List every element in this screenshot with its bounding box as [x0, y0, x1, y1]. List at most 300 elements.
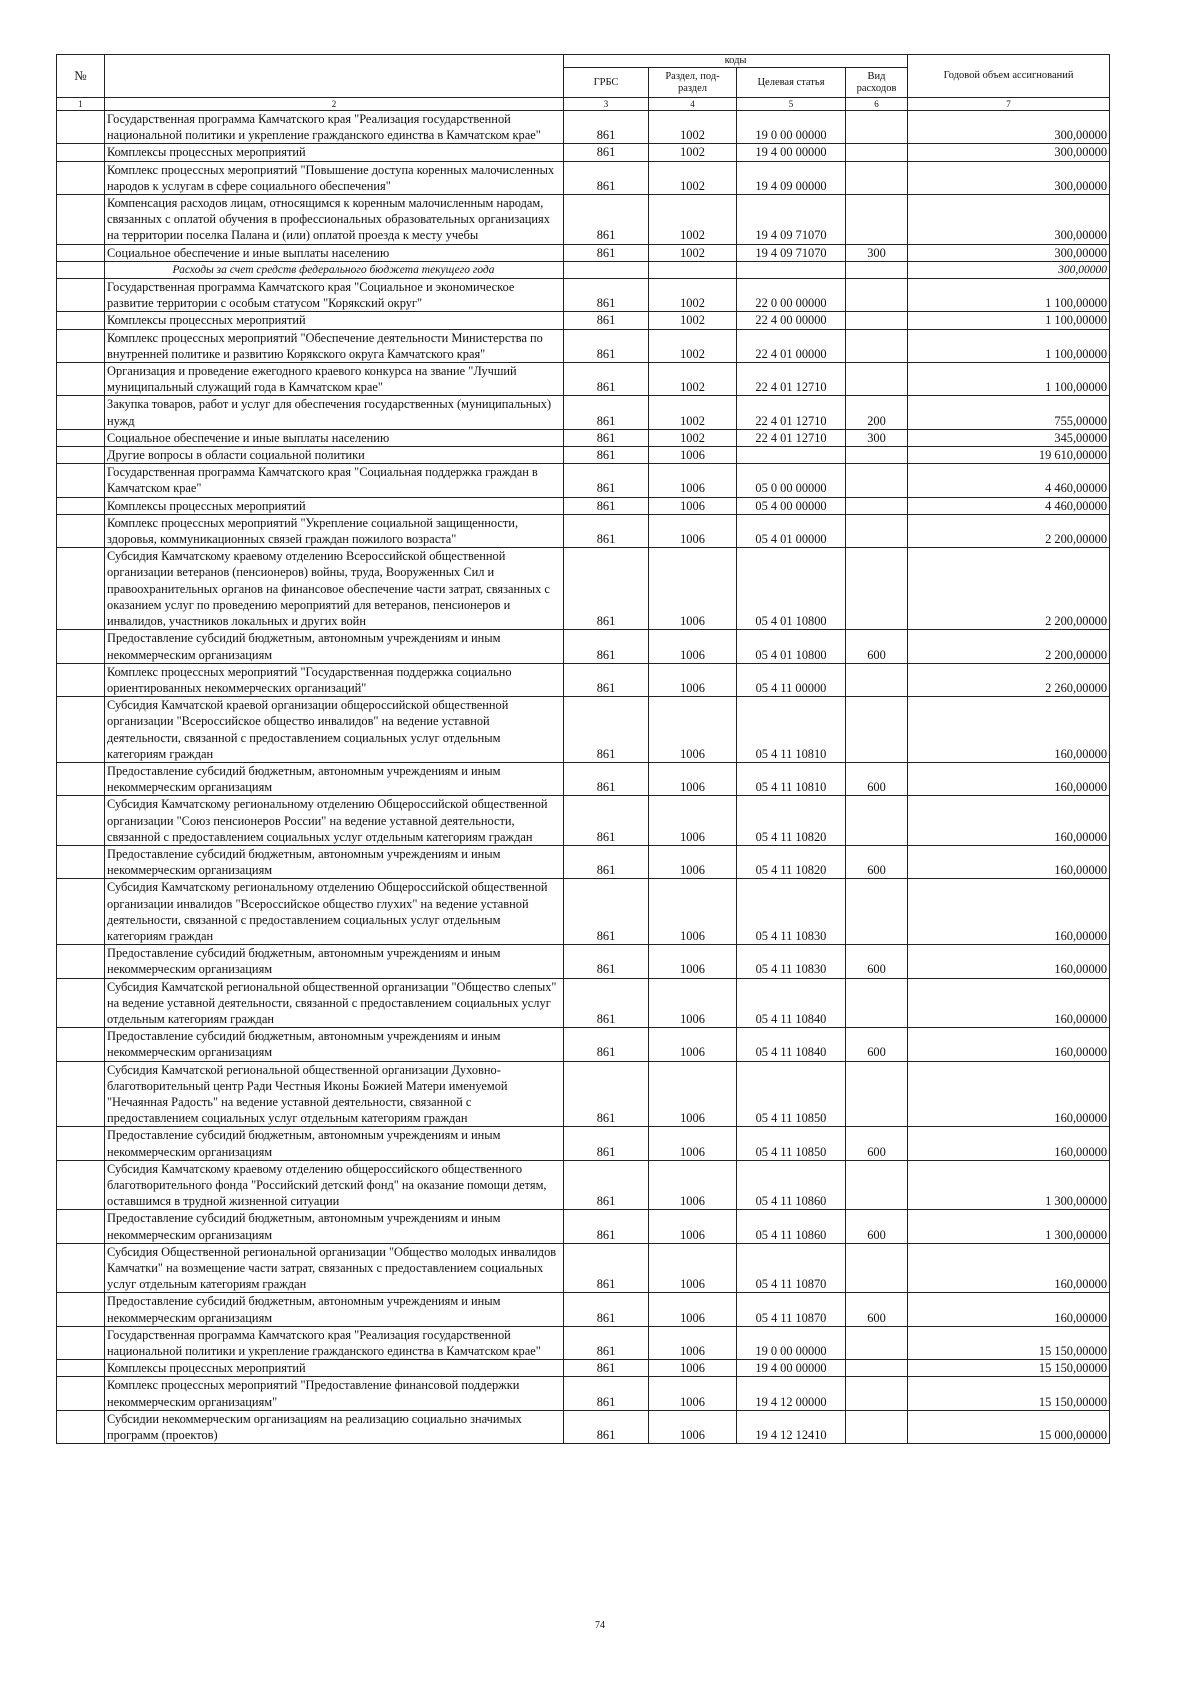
- row-grbs: 861: [564, 312, 649, 329]
- row-expense-type: [846, 144, 908, 161]
- row-target-article: 05 4 11 10820: [737, 796, 846, 846]
- budget-table-sheet: [56, 54, 1109, 1444]
- row-number-cell: [57, 548, 105, 630]
- row-target-article: 05 4 11 10840: [737, 978, 846, 1028]
- row-amount: 2 200,00000: [908, 514, 1110, 547]
- budget-table: [56, 54, 1110, 1444]
- row-target-article: 22 4 01 12710: [737, 363, 846, 396]
- row-razdel: 1006: [649, 1360, 737, 1377]
- row-target-article: 05 4 01 00000: [737, 514, 846, 547]
- row-expense-type: 600: [846, 630, 908, 663]
- row-name: Государственная программа Камчатского края "Социальное и экономическое развитие территории с особым статусом "Корякский округ": [105, 279, 564, 312]
- row-razdel: 1002: [649, 195, 737, 245]
- row-razdel: 1006: [649, 630, 737, 663]
- row-target-article: 05 4 11 10850: [737, 1127, 846, 1160]
- row-razdel: 1002: [649, 396, 737, 429]
- row-razdel: 1006: [649, 497, 737, 514]
- row-expense-type: [846, 261, 908, 278]
- row-grbs: 861: [564, 1360, 649, 1377]
- row-name: Предоставление субсидий бюджетным, автономным учреждениям и иным некоммерческим организациям: [105, 945, 564, 978]
- row-target-article: 05 4 11 10830: [737, 945, 846, 978]
- row-name: Субсидия Камчатскому региональному отделению Общероссийской общественной организации "Союз пенсионеров России" на ведение уставной деятельности, связанной с предоставлением социальных услуг отдельным категориям граждан: [105, 796, 564, 846]
- row-amount: 1 100,00000: [908, 329, 1110, 362]
- row-name: Предоставление субсидий бюджетным, автономным учреждениям и иным некоммерческим организациям: [105, 1293, 564, 1326]
- table-row: [57, 261, 1110, 278]
- row-name: Комплексы процессных мероприятий: [105, 1360, 564, 1377]
- row-number-cell: [57, 244, 105, 261]
- row-number-cell: [57, 978, 105, 1028]
- row-name: Компенсация расходов лицам, относящимся к коренным малочисленным народам, связанных с оплатой обучения в профессиональных образовательных организациях на территории поселка Палана и (или) оплатой проезда к месту учебы: [105, 195, 564, 245]
- row-name: Предоставление субсидий бюджетным, автономным учреждениям и иным некоммерческим организациям: [105, 762, 564, 795]
- row-grbs: 861: [564, 195, 649, 245]
- row-amount: 160,00000: [908, 879, 1110, 945]
- header-name-blank: [105, 55, 564, 98]
- row-expense-type: [846, 195, 908, 245]
- row-razdel: 1006: [649, 845, 737, 878]
- row-grbs: 861: [564, 111, 649, 144]
- table-row: [57, 464, 1110, 497]
- header-vid: Вид расходов: [846, 68, 908, 98]
- row-number-cell: [57, 1326, 105, 1359]
- row-number-cell: [57, 1061, 105, 1127]
- col-number: 1: [57, 98, 105, 111]
- row-target-article: 19 4 12 12410: [737, 1410, 846, 1443]
- row-expense-type: [846, 329, 908, 362]
- row-number-cell: [57, 1028, 105, 1061]
- row-razdel: 1006: [649, 1377, 737, 1410]
- row-name: Субсидия Камчатской региональной общественной организации "Общество слепых" на ведение уставной деятельности, связанной с предоставлением социальных услуг отдельным категориям граждан: [105, 978, 564, 1028]
- row-number-cell: [57, 1243, 105, 1293]
- row-number-cell: [57, 363, 105, 396]
- row-target-article: 19 4 00 00000: [737, 1360, 846, 1377]
- row-name: Предоставление субсидий бюджетным, автономным учреждениям и иным некоммерческим организациям: [105, 1127, 564, 1160]
- row-amount: 160,00000: [908, 1061, 1110, 1127]
- table-row: [57, 1293, 1110, 1326]
- row-grbs: 861: [564, 1127, 649, 1160]
- row-grbs: 861: [564, 630, 649, 663]
- row-number-cell: [57, 195, 105, 245]
- row-target-article: 05 4 01 10800: [737, 548, 846, 630]
- row-razdel: 1006: [649, 1410, 737, 1443]
- row-amount: 15 150,00000: [908, 1360, 1110, 1377]
- row-grbs: 861: [564, 796, 649, 846]
- row-expense-type: [846, 1360, 908, 1377]
- row-razdel: [649, 261, 737, 278]
- row-number-cell: [57, 261, 105, 278]
- row-name: Комплекс процессных мероприятий "Предоставление финансовой поддержки некоммерческим организациям": [105, 1377, 564, 1410]
- header-cs: Целевая статья: [737, 68, 846, 98]
- row-grbs: 861: [564, 329, 649, 362]
- row-target-article: 05 4 11 00000: [737, 663, 846, 696]
- row-number-cell: [57, 945, 105, 978]
- row-target-article: 19 4 12 00000: [737, 1377, 846, 1410]
- row-grbs: 861: [564, 1061, 649, 1127]
- row-name: Расходы за счет средств федерального бюджета текущего года: [105, 261, 564, 278]
- table-row: [57, 663, 1110, 696]
- row-grbs: 861: [564, 497, 649, 514]
- row-razdel: 1006: [649, 663, 737, 696]
- row-number-cell: [57, 663, 105, 696]
- row-amount: 2 200,00000: [908, 630, 1110, 663]
- row-expense-type: 200: [846, 396, 908, 429]
- row-grbs: 861: [564, 978, 649, 1028]
- table-row: [57, 329, 1110, 362]
- table-row: [57, 945, 1110, 978]
- header-razdel: Раздел, под-раздел: [649, 68, 737, 98]
- row-name: Субсидия Камчатскому краевому отделению общероссийского общественного благотворительного фонда "Российский детский фонд" на оказание помощи детям, оставшимся в трудной жизненной ситуации: [105, 1160, 564, 1210]
- row-amount: 300,00000: [908, 111, 1110, 144]
- row-name: Социальное обеспечение и иные выплаты населению: [105, 244, 564, 261]
- row-amount: 1 300,00000: [908, 1160, 1110, 1210]
- row-razdel: 1006: [649, 796, 737, 846]
- table-row: [57, 312, 1110, 329]
- table-row: [57, 1028, 1110, 1061]
- row-razdel: 1002: [649, 161, 737, 194]
- table-row: [57, 762, 1110, 795]
- row-number-cell: [57, 312, 105, 329]
- header-codes: коды: [564, 55, 908, 68]
- row-name: Государственная программа Камчатского края "Реализация государственной национальной политики и укрепление гражданского единства в Камчатском крае": [105, 111, 564, 144]
- col-number: 5: [737, 98, 846, 111]
- row-target-article: 22 4 01 12710: [737, 429, 846, 446]
- table-row: [57, 630, 1110, 663]
- row-name: Субсидия Общественной региональной организации "Общество молодых инвалидов Камчатки" на возмещение части затрат, связанных с предоставлением социальных услуг отдельным категориям граждан: [105, 1243, 564, 1293]
- row-target-article: 05 4 11 10850: [737, 1061, 846, 1127]
- row-number-cell: [57, 1410, 105, 1443]
- table-row: [57, 1360, 1110, 1377]
- row-razdel: 1006: [649, 879, 737, 945]
- row-target-article: 05 4 11 10870: [737, 1243, 846, 1293]
- row-expense-type: [846, 978, 908, 1028]
- table-row: [57, 1326, 1110, 1359]
- row-expense-type: [846, 548, 908, 630]
- row-amount: 160,00000: [908, 1127, 1110, 1160]
- row-razdel: 1006: [649, 464, 737, 497]
- row-amount: 19 610,00000: [908, 447, 1110, 464]
- row-razdel: 1006: [649, 945, 737, 978]
- row-grbs: 861: [564, 1410, 649, 1443]
- row-amount: 1 100,00000: [908, 363, 1110, 396]
- row-amount: 300,00000: [908, 161, 1110, 194]
- table-row: [57, 1243, 1110, 1293]
- row-name: Государственная программа Камчатского края "Реализация государственной национальной политики и укрепление гражданского единства в Камчатском крае": [105, 1326, 564, 1359]
- row-target-article: 22 0 00 00000: [737, 279, 846, 312]
- row-grbs: 861: [564, 845, 649, 878]
- row-expense-type: [846, 1326, 908, 1359]
- table-row: [57, 447, 1110, 464]
- row-expense-type: 600: [846, 1210, 908, 1243]
- row-expense-type: [846, 1243, 908, 1293]
- row-target-article: 05 4 11 10860: [737, 1160, 846, 1210]
- row-number-cell: [57, 329, 105, 362]
- row-grbs: 861: [564, 1210, 649, 1243]
- row-grbs: 861: [564, 1160, 649, 1210]
- row-target-article: 05 0 00 00000: [737, 464, 846, 497]
- table-row: [57, 1061, 1110, 1127]
- row-number-cell: [57, 447, 105, 464]
- row-name: Предоставление субсидий бюджетным, автономным учреждениям и иным некоммерческим организациям: [105, 845, 564, 878]
- row-number-cell: [57, 1127, 105, 1160]
- col-number: 4: [649, 98, 737, 111]
- row-name: Субсидия Камчатскому региональному отделению Общероссийской общественной организации инвалидов "Всероссийское общество глухих" на ведение уставной деятельности, связанной с предоставлением социальных услуг отдельным категориям граждан: [105, 879, 564, 945]
- row-grbs: 861: [564, 363, 649, 396]
- row-amount: 160,00000: [908, 945, 1110, 978]
- row-amount: 15 150,00000: [908, 1326, 1110, 1359]
- column-number-row: [57, 98, 1110, 111]
- row-amount: 15 150,00000: [908, 1377, 1110, 1410]
- row-name: Предоставление субсидий бюджетным, автономным учреждениям и иным некоммерческим организациям: [105, 1028, 564, 1061]
- table-row: [57, 111, 1110, 144]
- row-number-cell: [57, 497, 105, 514]
- row-name: Предоставление субсидий бюджетным, автономным учреждениям и иным некоммерческим организациям: [105, 1210, 564, 1243]
- table-row: [57, 497, 1110, 514]
- row-name: Комплексы процессных мероприятий: [105, 497, 564, 514]
- row-expense-type: [846, 279, 908, 312]
- row-expense-type: 600: [846, 945, 908, 978]
- row-razdel: 1002: [649, 144, 737, 161]
- table-row: [57, 796, 1110, 846]
- row-grbs: 861: [564, 429, 649, 446]
- table-row: [57, 514, 1110, 547]
- row-number-cell: [57, 630, 105, 663]
- row-expense-type: [846, 1410, 908, 1443]
- table-row: [57, 279, 1110, 312]
- row-amount: 2 200,00000: [908, 548, 1110, 630]
- row-razdel: 1002: [649, 279, 737, 312]
- row-razdel: 1002: [649, 329, 737, 362]
- row-target-article: 05 4 11 10830: [737, 879, 846, 945]
- row-grbs: 861: [564, 1028, 649, 1061]
- row-number-cell: [57, 762, 105, 795]
- header-num: №: [57, 55, 105, 98]
- row-grbs: 861: [564, 514, 649, 547]
- table-row: [57, 244, 1110, 261]
- table-row: [57, 396, 1110, 429]
- row-razdel: 1006: [649, 1293, 737, 1326]
- row-expense-type: 300: [846, 429, 908, 446]
- row-razdel: 1002: [649, 312, 737, 329]
- row-amount: 300,00000: [908, 261, 1110, 278]
- row-name: Комплекс процессных мероприятий "Государственная поддержка социально ориентированных некоммерческих организаций": [105, 663, 564, 696]
- row-razdel: 1006: [649, 514, 737, 547]
- row-razdel: 1006: [649, 1210, 737, 1243]
- row-grbs: 861: [564, 447, 649, 464]
- table-row: [57, 363, 1110, 396]
- row-number-cell: [57, 1377, 105, 1410]
- table-row: [57, 978, 1110, 1028]
- col-number: 3: [564, 98, 649, 111]
- row-name: Субсидия Камчатскому краевому отделению Всероссийской общественной организации ветеранов (пенсионеров) войны, труда, Вооруженных Сил и правоохранительных органов на финансовое обеспечение части затрат, связанных с оказанием услуг по проведению мероприятий для ветеранов, пенсионеров и инвалидов, участников локальных и других войн: [105, 548, 564, 630]
- row-amount: 300,00000: [908, 144, 1110, 161]
- row-razdel: 1006: [649, 762, 737, 795]
- row-target-article: 05 4 11 10870: [737, 1293, 846, 1326]
- row-razdel: 1006: [649, 978, 737, 1028]
- row-target-article: 19 0 00 00000: [737, 1326, 846, 1359]
- row-amount: 160,00000: [908, 1243, 1110, 1293]
- row-grbs: 861: [564, 396, 649, 429]
- row-grbs: 861: [564, 1326, 649, 1359]
- row-grbs: 861: [564, 879, 649, 945]
- row-number-cell: [57, 879, 105, 945]
- row-number-cell: [57, 796, 105, 846]
- table-row: [57, 161, 1110, 194]
- row-grbs: 861: [564, 244, 649, 261]
- table-row: [57, 1210, 1110, 1243]
- row-expense-type: [846, 1377, 908, 1410]
- row-razdel: 1002: [649, 429, 737, 446]
- row-expense-type: [846, 697, 908, 763]
- row-amount: 1 100,00000: [908, 279, 1110, 312]
- row-number-cell: [57, 161, 105, 194]
- row-name: Субсидия Камчатской краевой организации общероссийской общественной организации "Всероссийское общество инвалидов" на ведение уставной деятельности, связанной с предоставлением социальных услуг отдельным категориям граждан: [105, 697, 564, 763]
- row-amount: 15 000,00000: [908, 1410, 1110, 1443]
- row-target-article: 22 4 01 12710: [737, 396, 846, 429]
- row-target-article: 05 4 11 10810: [737, 697, 846, 763]
- row-name: Комплексы процессных мероприятий: [105, 144, 564, 161]
- row-amount: 1 100,00000: [908, 312, 1110, 329]
- row-name: Организация и проведение ежегодного краевого конкурса на звание "Лучший муниципальный служащий года в Камчатском крае": [105, 363, 564, 396]
- row-razdel: 1006: [649, 1028, 737, 1061]
- table-row: [57, 429, 1110, 446]
- table-row: [57, 1410, 1110, 1443]
- row-expense-type: [846, 497, 908, 514]
- row-target-article: 19 4 09 00000: [737, 161, 846, 194]
- row-name: Комплекс процессных мероприятий "Обеспечение деятельности Министерства по внутренней политике и развитию Корякского округа Камчатского края": [105, 329, 564, 362]
- row-amount: 160,00000: [908, 762, 1110, 795]
- table-row: [57, 195, 1110, 245]
- row-name: Комплекс процессных мероприятий "Повышение доступа коренных малочисленных народов к услугам в сфере социального обеспечения": [105, 161, 564, 194]
- row-target-article: [737, 261, 846, 278]
- row-expense-type: 300: [846, 244, 908, 261]
- page-number: 74: [595, 1620, 605, 1631]
- row-target-article: [737, 447, 846, 464]
- row-number-cell: [57, 1360, 105, 1377]
- row-number-cell: [57, 279, 105, 312]
- header-sum: Годовой объем ассигнований: [908, 55, 1110, 98]
- row-amount: 160,00000: [908, 1293, 1110, 1326]
- row-number-cell: [57, 845, 105, 878]
- row-expense-type: [846, 363, 908, 396]
- col-number: 6: [846, 98, 908, 111]
- row-grbs: 861: [564, 144, 649, 161]
- row-razdel: 1006: [649, 1127, 737, 1160]
- row-amount: 300,00000: [908, 244, 1110, 261]
- row-razdel: 1006: [649, 1326, 737, 1359]
- row-name: Закупка товаров, работ и услуг для обеспечения государственных (муниципальных) нужд: [105, 396, 564, 429]
- row-amount: 160,00000: [908, 1028, 1110, 1061]
- row-target-article: 22 4 00 00000: [737, 312, 846, 329]
- row-number-cell: [57, 514, 105, 547]
- row-grbs: 861: [564, 1243, 649, 1293]
- row-amount: 160,00000: [908, 978, 1110, 1028]
- table-body: [57, 111, 1110, 1444]
- row-expense-type: 600: [846, 1028, 908, 1061]
- row-number-cell: [57, 144, 105, 161]
- table-row: [57, 1127, 1110, 1160]
- row-number-cell: [57, 396, 105, 429]
- col-number: 7: [908, 98, 1110, 111]
- row-number-cell: [57, 111, 105, 144]
- table-header: [57, 55, 1110, 111]
- row-razdel: 1006: [649, 548, 737, 630]
- row-amount: 4 460,00000: [908, 464, 1110, 497]
- row-number-cell: [57, 464, 105, 497]
- row-expense-type: 600: [846, 762, 908, 795]
- row-name: Комплексы процессных мероприятий: [105, 312, 564, 329]
- row-target-article: 19 4 09 71070: [737, 195, 846, 245]
- row-target-article: 05 4 00 00000: [737, 497, 846, 514]
- row-expense-type: 600: [846, 1127, 908, 1160]
- row-name: Субсидия Камчатской региональной общественной организации Духовно-благотворительный центр Ради Честныя Иконы Божией Матери именуемой "Нечаянная Радость" на ведение уставной деятельности, связанной с предоставлением социальных услуг отдельным категориям граждан: [105, 1061, 564, 1127]
- row-amount: 4 460,00000: [908, 497, 1110, 514]
- row-razdel: 1006: [649, 1061, 737, 1127]
- row-expense-type: [846, 1160, 908, 1210]
- row-target-article: 22 4 01 00000: [737, 329, 846, 362]
- table-row: [57, 697, 1110, 763]
- row-target-article: 05 4 11 10860: [737, 1210, 846, 1243]
- table-row: [57, 1160, 1110, 1210]
- row-razdel: 1002: [649, 363, 737, 396]
- row-grbs: 861: [564, 464, 649, 497]
- row-expense-type: 600: [846, 1293, 908, 1326]
- row-target-article: 05 4 01 10800: [737, 630, 846, 663]
- row-expense-type: [846, 161, 908, 194]
- row-amount: 160,00000: [908, 697, 1110, 763]
- row-expense-type: [846, 111, 908, 144]
- row-razdel: 1006: [649, 1243, 737, 1293]
- row-name: Другие вопросы в области социальной политики: [105, 447, 564, 464]
- row-name: Комплекс процессных мероприятий "Укрепление социальной защищенности, здоровья, коммуникационных связей граждан пожилого возраста": [105, 514, 564, 547]
- row-grbs: 861: [564, 697, 649, 763]
- row-expense-type: [846, 663, 908, 696]
- row-amount: 160,00000: [908, 796, 1110, 846]
- row-name: Социальное обеспечение и иные выплаты населению: [105, 429, 564, 446]
- row-razdel: 1006: [649, 1160, 737, 1210]
- table-row: [57, 845, 1110, 878]
- row-razdel: 1006: [649, 447, 737, 464]
- row-grbs: [564, 261, 649, 278]
- row-grbs: 861: [564, 945, 649, 978]
- row-number-cell: [57, 1160, 105, 1210]
- row-number-cell: [57, 429, 105, 446]
- row-expense-type: [846, 879, 908, 945]
- row-razdel: 1002: [649, 244, 737, 261]
- table-row: [57, 548, 1110, 630]
- row-name: Предоставление субсидий бюджетным, автономным учреждениям и иным некоммерческим организациям: [105, 630, 564, 663]
- row-target-article: 19 0 00 00000: [737, 111, 846, 144]
- row-grbs: 861: [564, 1293, 649, 1326]
- row-razdel: 1006: [649, 697, 737, 763]
- row-target-article: 05 4 11 10820: [737, 845, 846, 878]
- row-amount: 1 300,00000: [908, 1210, 1110, 1243]
- row-number-cell: [57, 697, 105, 763]
- row-expense-type: [846, 514, 908, 547]
- row-amount: 2 260,00000: [908, 663, 1110, 696]
- row-grbs: 861: [564, 663, 649, 696]
- row-amount: 755,00000: [908, 396, 1110, 429]
- row-expense-type: [846, 464, 908, 497]
- row-name: Государственная программа Камчатского края "Социальная поддержка граждан в Камчатском крае": [105, 464, 564, 497]
- row-target-article: 19 4 00 00000: [737, 144, 846, 161]
- row-number-cell: [57, 1210, 105, 1243]
- table-row: [57, 1377, 1110, 1410]
- row-grbs: 861: [564, 1377, 649, 1410]
- row-target-article: 05 4 11 10840: [737, 1028, 846, 1061]
- table-row: [57, 879, 1110, 945]
- row-razdel: 1002: [649, 111, 737, 144]
- row-expense-type: [846, 1061, 908, 1127]
- row-grbs: 861: [564, 161, 649, 194]
